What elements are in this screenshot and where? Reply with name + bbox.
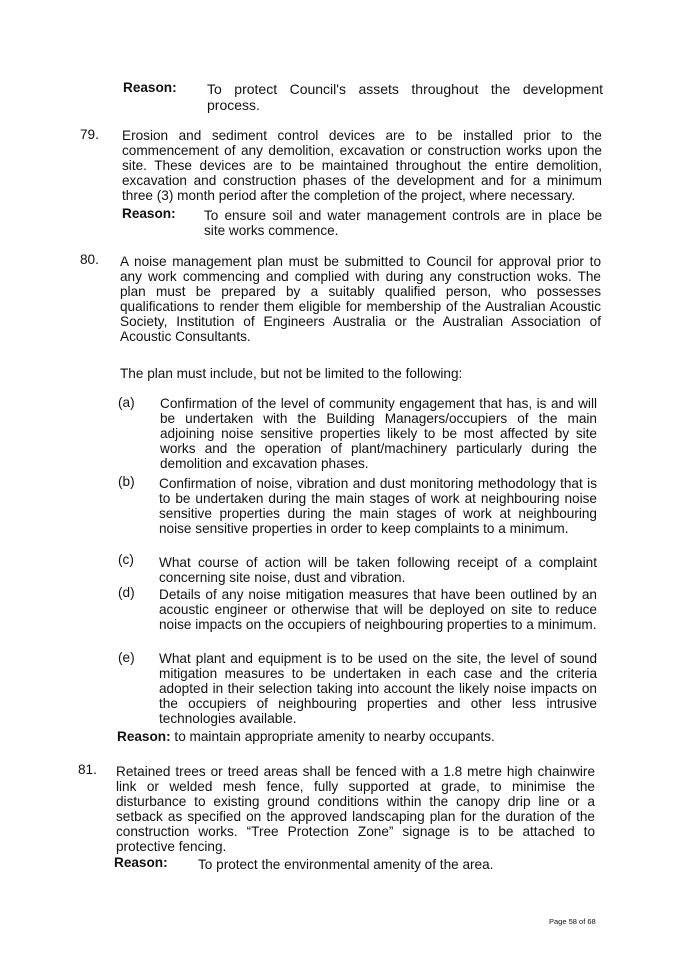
item-label: (e)	[118, 650, 135, 665]
reason-text: To ensure soil and water management controls are in place be site works commence.	[204, 208, 602, 238]
item-label: (b)	[118, 474, 135, 489]
item-text: What plant and equipment is to be used on the site, the level of sound mitigation measures to be undertaken in each case and the criteria adopted in their selection taking into account the likely noise impacts on the occupiers of neighbouring properties and other less intrusive technologies available.	[159, 651, 597, 726]
reason-text: To protect the environmental amenity of the area.	[198, 857, 494, 872]
item-text: Confirmation of noise, vibration and dust monitoring methodology that is to be undertaken during the main stages of work at neighbouring noise sensitive properties during the main stages of work at neighbouring noise sensitive properties in order to keep complaints to a minimum.	[159, 476, 597, 536]
item-text: Confirmation of the level of community engagement that has, is and will be undertaken with the Building Managers/occupiers of the main adjoining noise sensitive properties likely to be most affected by site works and the operation of plant/machinery particularly during the demolition and excavation phases.	[160, 396, 597, 471]
reason-text: To protect Council's assets throughout the development process.	[207, 81, 603, 113]
reason-label: Reason:	[123, 80, 177, 95]
condition-number: 79.	[80, 127, 99, 142]
item-label: (c)	[118, 552, 134, 567]
item-label: (a)	[118, 395, 135, 410]
item-text: What course of action will be taken following receipt of a complaint concerning site noise, dust and vibration.	[159, 555, 597, 585]
reason-label: Reason:	[114, 855, 168, 870]
condition-number: 81.	[78, 762, 97, 777]
reason-label: Reason:	[122, 206, 176, 221]
item-text: Details of any noise mitigation measures that have been outlined by an acoustic engineer or otherwise that will be deployed on site to reduce noise impacts on the occupiers of neighbouring properties to a minimum.	[159, 587, 597, 632]
condition-text: Retained trees or treed areas shall be fenced with a 1.8 metre high chainwire link or welded mesh fence, fully supported at grade, to minimise the disturbance to existing ground conditions within the canopy drip line or a setback as specified on the approved landscaping plan for the duration of the construction works. “Tree Protection Zone” signage is to be attached to protective fencing.	[116, 764, 595, 854]
condition-80-reason	[117, 729, 597, 744]
condition-text: Erosion and sediment control devices are to be installed prior to the commencement of any demolition, excavation or construction works upon the site. These devices are to be maintained throughout the entire demolition, excavation and construction phases of the development and for a minimum three (3) month period after the completion of the project, where necessary.	[122, 128, 602, 203]
reason-label: Reason:	[117, 729, 171, 744]
condition-text: A noise management plan must be submitted to Council for approval prior to any work commencing and complied with during any construction woks. The plan must be prepared by a suitably qualified person, who possesses qualifications to render them eligible for membership of the Australian Acoustic Society, Institution of Engineers Australia or the Australian Association of Acoustic Consultants.	[120, 254, 601, 344]
page-number: Page 58 of 68	[549, 917, 596, 926]
item-label: (d)	[118, 585, 135, 600]
condition-intro: The plan must include, but not be limited to the following:	[120, 366, 463, 381]
reason-text: to maintain appropriate amenity to nearby occupants.	[174, 729, 495, 744]
condition-number: 80.	[80, 252, 99, 267]
